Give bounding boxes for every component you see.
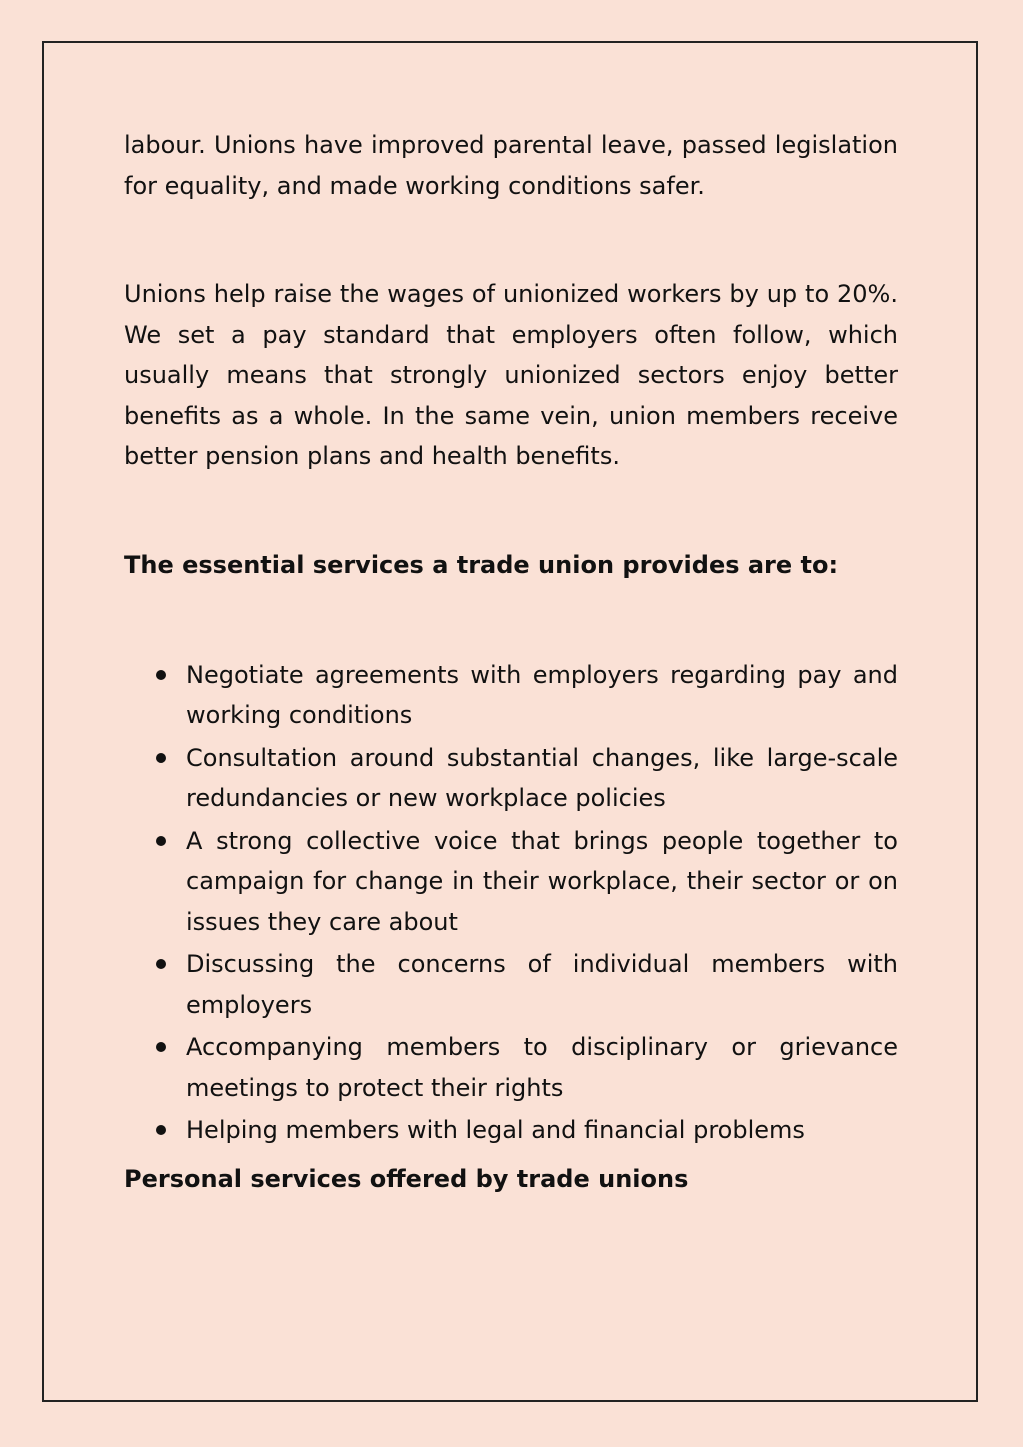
paragraph-wages: Unions help raise the wages of unionized workers by up to 20%. We set a pay standard that employers often follow, which usually means that strongly unionized sectors enjoy better benefits as a whole. In the same vein, union members receive better pension plans and health benefits. [124, 280, 898, 470]
list-item-text: Helping members with legal and financial problems [186, 1116, 805, 1144]
document-body [124, 125, 898, 1199]
list-item [124, 655, 898, 736]
bullet-icon [156, 959, 166, 969]
list-item [124, 1027, 898, 1108]
list-item-text: Negotiate agreements with employers regarding pay and working conditions [186, 660, 898, 729]
bullet-icon [156, 836, 166, 846]
list-item-text: Accompanying members to disciplinary or grievance meetings to protect their rights [186, 1033, 898, 1102]
essential-services-heading: The essential services a trade union provides are to: [124, 550, 839, 579]
bullet-icon [156, 670, 166, 680]
list-item-text: A strong collective voice that brings people together to campaign for change in their workplace, their sector or on issues they care about [186, 826, 898, 936]
list-item-text: Discussing the concerns of individual members with employers [186, 950, 898, 1019]
list-item [124, 1110, 898, 1151]
bullet-icon [156, 753, 166, 763]
list-item [124, 821, 898, 943]
bullet-icon [156, 1125, 166, 1135]
services-list [124, 655, 898, 1151]
personal-services-heading: Personal services offered by trade unions [124, 1164, 689, 1193]
paragraph-labour: labour. Unions have improved parental leave, passed legislation for equality, and made working conditions safer. [124, 131, 898, 200]
list-item [124, 738, 898, 819]
list-item-text: Consultation around substantial changes, like large-scale redundancies or new workplace policies [186, 743, 898, 812]
bullet-icon [156, 1042, 166, 1052]
list-item [124, 944, 898, 1025]
